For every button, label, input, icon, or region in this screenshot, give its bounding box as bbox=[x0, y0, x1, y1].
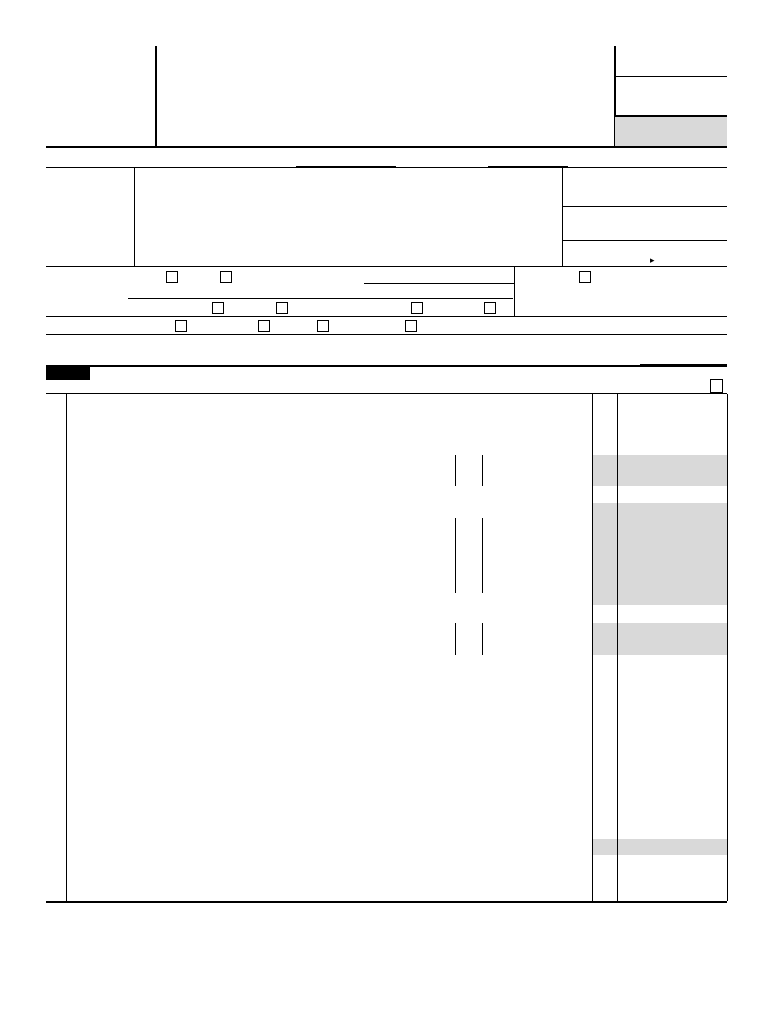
accrual-checkbox[interactable] bbox=[220, 271, 232, 283]
trust-checkbox[interactable] bbox=[258, 320, 270, 332]
501c3-checkbox[interactable] bbox=[212, 302, 224, 314]
501c-checkbox[interactable] bbox=[276, 302, 288, 314]
4947-checkbox[interactable] bbox=[411, 302, 423, 314]
association-checkbox[interactable] bbox=[317, 320, 329, 332]
527-checkbox[interactable] bbox=[484, 302, 496, 314]
schedule-o-checkbox[interactable] bbox=[710, 379, 723, 393]
arrow-icon: ▸ bbox=[650, 255, 655, 265]
corporation-checkbox[interactable] bbox=[175, 320, 187, 332]
other-org-checkbox[interactable] bbox=[405, 320, 417, 332]
schedule-b-checkbox[interactable] bbox=[579, 271, 591, 283]
cash-checkbox[interactable] bbox=[166, 271, 178, 283]
